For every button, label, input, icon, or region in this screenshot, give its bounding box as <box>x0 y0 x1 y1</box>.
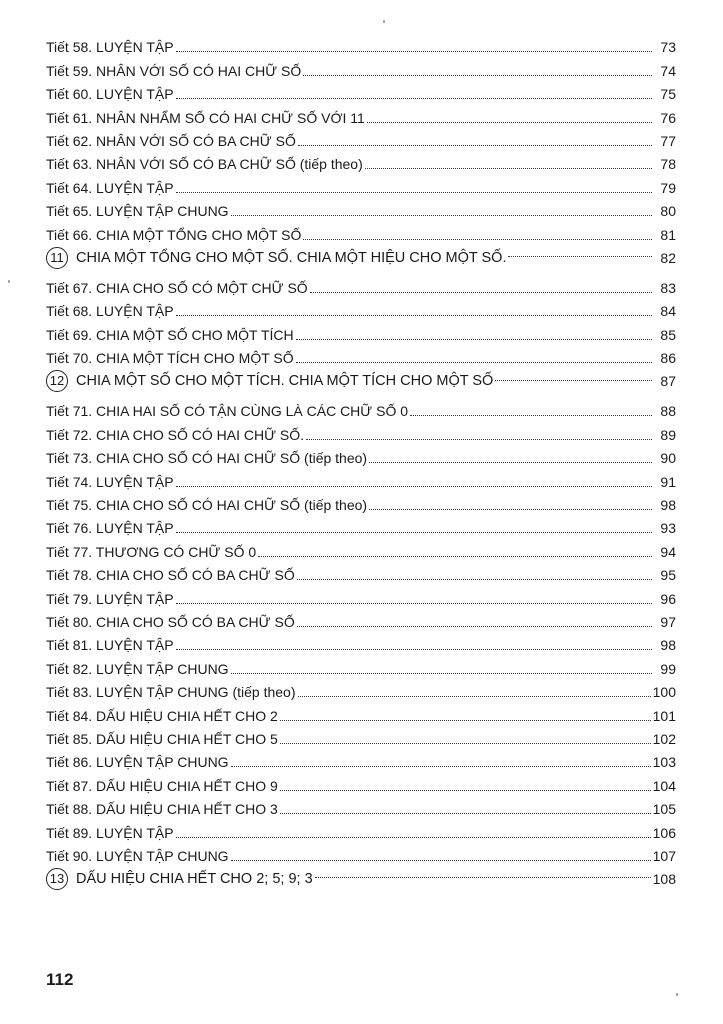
toc-page-number: 74 <box>660 62 676 79</box>
toc-page-number: 82 <box>660 249 676 266</box>
dot-leader <box>176 531 652 533</box>
toc-unit-row <box>46 366 676 396</box>
dot-leader <box>231 765 651 767</box>
toc-page-number: 107 <box>652 847 676 864</box>
toc-page-number: 78 <box>660 156 676 173</box>
toc-page-number: 104 <box>652 777 676 794</box>
toc-entry-title: Tiết 90. LUYỆN TẬP CHUNG <box>46 847 229 864</box>
toc-page-number: 103 <box>652 754 676 771</box>
toc-row <box>46 630 676 653</box>
unit-title: DẤU HIỆU CHIA HẾT CHO 2; 5; 9; 3 <box>76 870 313 887</box>
toc-row <box>46 196 676 219</box>
toc-row <box>46 296 676 319</box>
toc-row <box>46 794 676 817</box>
toc-entry-title: Tiết 79. LUYỆN TẬP <box>46 590 174 607</box>
toc-entry-title: Tiết 72. CHIA CHO SỐ CÓ HAI CHỮ SỐ. <box>46 426 305 443</box>
toc-page-number: 86 <box>660 350 676 367</box>
toc-entry-title <box>46 370 493 392</box>
dot-leader <box>231 214 652 216</box>
toc-row <box>46 536 676 559</box>
toc-entry-title: Tiết 78. CHIA CHO SỐ CÓ BA CHỮ SỐ <box>46 567 295 584</box>
toc-page-number: 94 <box>660 543 676 560</box>
toc-row <box>46 513 676 536</box>
dot-leader <box>231 672 652 674</box>
toc-entry-title: Tiết 77. THƯƠNG CÓ CHỮ SỐ 0 <box>46 543 257 560</box>
toc-page-number: 101 <box>652 707 676 724</box>
dot-leader <box>176 602 652 604</box>
dot-leader <box>280 812 651 814</box>
toc-row <box>46 560 676 583</box>
toc-row <box>46 32 676 55</box>
toc-row <box>46 443 676 466</box>
toc-entry-title: Tiết 89. LUYỆN TẬP <box>46 824 174 841</box>
toc-page-number: 76 <box>660 109 676 126</box>
toc-entry-title: Tiết 71. CHIA HAI SỐ CÓ TẬN CÙNG LÀ CÁC CHỮ SỐ 0 <box>46 403 409 420</box>
dot-leader <box>176 97 652 99</box>
scan-speck <box>676 993 678 996</box>
toc-entry-title: Tiết 59. NHÂN VỚI SỐ CÓ HAI CHỮ SỐ <box>46 62 302 79</box>
toc-row <box>46 219 676 242</box>
dot-leader <box>369 508 652 510</box>
toc-entry-title: Tiết 83. LUYỆN TẬP CHUNG (tiếp theo) <box>46 684 296 701</box>
toc-page-number: 93 <box>660 520 676 537</box>
toc-page-number: 102 <box>652 730 676 747</box>
toc-row <box>46 273 676 296</box>
toc-page-number: 85 <box>660 326 676 343</box>
toc-row <box>46 677 676 700</box>
toc-page-number: 89 <box>660 426 676 443</box>
unit-number-badge: 12 <box>46 370 68 392</box>
toc-page-number: 73 <box>660 39 676 56</box>
toc-page-number: 97 <box>660 613 676 630</box>
toc-entry-title <box>46 247 506 269</box>
toc-page-number: 95 <box>660 567 676 584</box>
toc-row <box>46 102 676 125</box>
toc-entry-title: Tiết 76. LUYỆN TẬP <box>46 520 174 537</box>
toc-entry-title <box>46 868 313 890</box>
toc-row <box>46 319 676 342</box>
dot-leader <box>306 438 652 440</box>
dot-leader <box>297 625 652 627</box>
toc-page-number: 75 <box>660 86 676 103</box>
toc-page-number: 100 <box>652 684 676 701</box>
toc-entry-title: Tiết 60. LUYỆN TẬP <box>46 86 174 103</box>
toc-entry-title: Tiết 66. CHIA MỘT TỔNG CHO MỘT SỐ <box>46 226 302 243</box>
toc-row <box>46 466 676 489</box>
dot-leader <box>303 74 652 76</box>
toc-entry-title: Tiết 64. LUYỆN TẬP <box>46 179 174 196</box>
toc-page-number: 98 <box>660 497 676 514</box>
toc-entry-title: Tiết 73. CHIA CHO SỐ CÓ HAI CHỮ SỐ (tiếp theo) <box>46 450 368 467</box>
toc-entry-title: Tiết 65. LUYỆN TẬP CHUNG <box>46 203 229 220</box>
toc-row <box>46 770 676 793</box>
toc-row <box>46 841 676 864</box>
dot-leader <box>410 414 652 416</box>
page-number: 112 <box>46 970 74 989</box>
toc-row <box>46 490 676 513</box>
toc-row <box>46 149 676 172</box>
dot-leader <box>298 695 651 697</box>
toc-entry-title: Tiết 67. CHIA CHO SỐ CÓ MỘT CHỮ SỐ <box>46 279 308 296</box>
dot-leader <box>367 121 652 123</box>
dot-leader <box>303 238 652 240</box>
toc-entry-title: Tiết 70. CHIA MỘT TÍCH CHO MỘT SỐ <box>46 350 294 367</box>
toc-row <box>46 343 676 366</box>
dot-leader <box>280 789 651 791</box>
dot-leader <box>298 144 652 146</box>
toc-entry-title: Tiết 86. LUYỆN TẬP CHUNG <box>46 754 229 771</box>
toc-page-number: 98 <box>660 637 676 654</box>
toc-entry-title: Tiết 58. LUYỆN TẬP <box>46 39 174 56</box>
unit-title: CHIA MỘT SỐ CHO MỘT TÍCH. CHIA MỘT TÍCH CHO MỘT SỐ <box>76 373 494 390</box>
dot-leader <box>315 876 651 878</box>
toc-page-number: 79 <box>660 179 676 196</box>
toc-unit-row <box>46 864 676 894</box>
toc-row <box>46 396 676 419</box>
toc-row <box>46 172 676 195</box>
dot-leader <box>176 485 652 487</box>
dot-leader <box>176 648 652 650</box>
dot-leader <box>280 742 651 744</box>
dot-leader <box>369 461 652 463</box>
toc-entry-title: Tiết 82. LUYỆN TẬP CHUNG <box>46 660 229 677</box>
toc-row <box>46 583 676 606</box>
toc-page-number: 84 <box>660 303 676 320</box>
toc-page-number: 91 <box>660 473 676 490</box>
toc-row <box>46 700 676 723</box>
toc-page-number: 80 <box>660 203 676 220</box>
toc-entry-title: Tiết 85. DẤU HIỆU CHIA HẾT CHO 5 <box>46 730 278 747</box>
toc-page-number: 88 <box>660 403 676 420</box>
toc-page-number: 108 <box>652 870 676 887</box>
toc-page-number: 81 <box>660 226 676 243</box>
dot-leader <box>176 191 652 193</box>
dot-leader <box>280 719 651 721</box>
toc-entry-title: Tiết 68. LUYỆN TẬP <box>46 303 174 320</box>
unit-number-badge: 11 <box>46 247 68 269</box>
toc-entry-title: Tiết 75. CHIA CHO SỐ CÓ HAI CHỮ SỐ (tiếp theo) <box>46 497 368 514</box>
dot-leader <box>296 338 652 340</box>
toc-entry-title: Tiết 88. DẤU HIỆU CHIA HẾT CHO 3 <box>46 801 278 818</box>
toc-entry-title: Tiết 61. NHÂN NHẨM SỐ CÓ HAI CHỮ SỐ VỚI 11 <box>46 109 365 126</box>
unit-title: CHIA MỘT TỔNG CHO MỘT SỐ. CHIA MỘT HIỆU CHO MỘT SỐ. <box>76 249 507 266</box>
scan-speck <box>8 280 10 283</box>
toc-row <box>46 419 676 442</box>
toc-entry-title: Tiết 84. DẤU HIỆU CHIA HẾT CHO 2 <box>46 707 278 724</box>
toc-row <box>46 55 676 78</box>
dot-leader <box>231 859 651 861</box>
toc-row <box>46 817 676 840</box>
toc-entry-title: Tiết 62. NHÂN VỚI SỐ CÓ BA CHỮ SỐ <box>46 132 296 149</box>
toc-page-number: 87 <box>660 373 676 390</box>
toc-row <box>46 724 676 747</box>
dot-leader <box>258 555 652 557</box>
toc-page-number: 99 <box>660 660 676 677</box>
toc-page-number: 77 <box>660 132 676 149</box>
toc-page-number: 105 <box>652 801 676 818</box>
toc-entry-title: Tiết 80. CHIA CHO SỐ CÓ BA CHỮ SỐ <box>46 613 295 630</box>
unit-number-badge: 13 <box>46 868 68 890</box>
toc-row <box>46 79 676 102</box>
dot-leader <box>365 167 652 169</box>
toc-row <box>46 607 676 630</box>
toc-entry-title: Tiết 69. CHIA MỘT SỐ CHO MỘT TÍCH <box>46 326 294 343</box>
dot-leader <box>508 255 652 257</box>
scan-speck <box>383 20 385 23</box>
toc-entry-title: Tiết 87. DẤU HIỆU CHIA HẾT CHO 9 <box>46 777 278 794</box>
dot-leader <box>297 578 652 580</box>
toc-entry-title: Tiết 63. NHÂN VỚI SỐ CÓ BA CHỮ SỐ (tiếp theo) <box>46 156 363 173</box>
toc-page-number: 83 <box>660 279 676 296</box>
toc-page-number: 96 <box>660 590 676 607</box>
dot-leader <box>296 361 652 363</box>
toc-page-number: 106 <box>652 824 676 841</box>
toc-unit-row <box>46 243 676 273</box>
dot-leader <box>310 291 652 293</box>
toc-entry-title: Tiết 81. LUYỆN TẬP <box>46 637 174 654</box>
dot-leader <box>495 379 652 381</box>
toc-row <box>46 126 676 149</box>
toc-row <box>46 653 676 676</box>
toc-page-number: 90 <box>660 450 676 467</box>
dot-leader <box>176 836 651 838</box>
dot-leader <box>176 314 652 316</box>
toc-row <box>46 747 676 770</box>
table-of-contents <box>46 32 676 894</box>
dot-leader <box>176 50 652 52</box>
toc-entry-title: Tiết 74. LUYỆN TẬP <box>46 473 174 490</box>
